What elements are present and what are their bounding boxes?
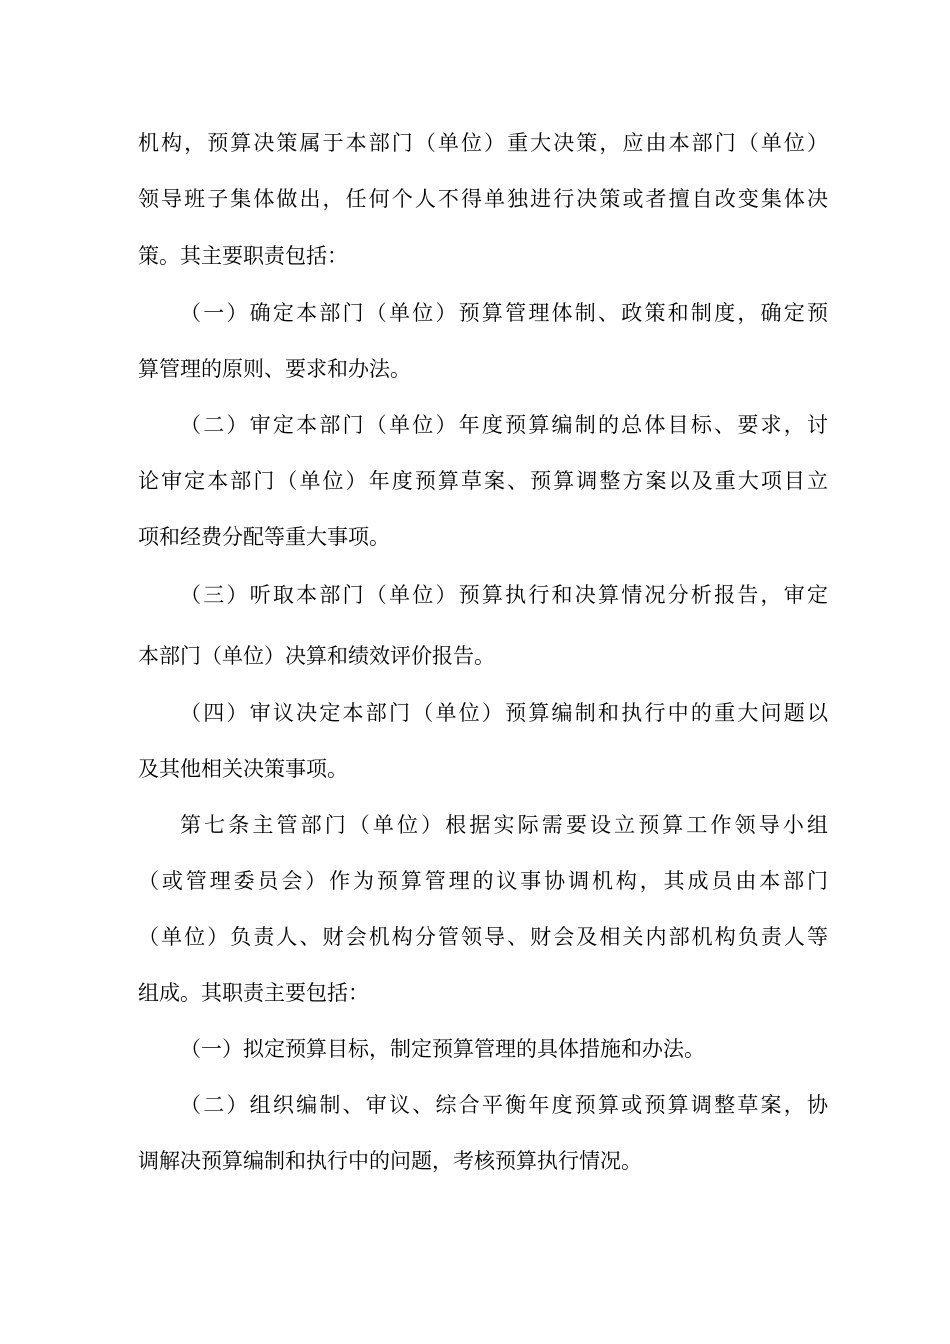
- text-line: （一）确定本部门（单位）预算管理体制、政策和制度，确定预: [180, 301, 828, 325]
- text-line: （二）组织编制、审议、综合平衡年度预算或预算调整草案，协: [180, 1093, 828, 1117]
- text-line: （二）审定本部门（单位）年度预算编制的总体目标、要求，讨: [180, 413, 828, 437]
- text-line: （一）拟定预算目标，制定预算管理的具体措施和办法。: [180, 1037, 705, 1061]
- text-line: （或管理委员会）作为预算管理的议事协调机构，其成员由本部门: [138, 869, 828, 893]
- text-line: 及其他相关决策事项。: [138, 757, 348, 781]
- text-line: 本部门（单位）决算和绩效评价报告。: [138, 644, 495, 668]
- text-line: 调解决预算编制和执行中的问题，考核预算执行情况。: [138, 1149, 642, 1173]
- text-line: 领导班子集体做出，任何个人不得单独进行决策或者擅自改变集体决: [138, 187, 828, 211]
- text-line: （四）审议决定本部门（单位）预算编制和执行中的重大问题以: [180, 701, 828, 725]
- text-line: （单位）负责人、财会机构分管领导、财会及相关内部机构负责人等: [138, 925, 828, 949]
- text-line: 第七条主管部门（单位）根据实际需要设立预算工作领导小组: [180, 813, 828, 837]
- text-line: 组成。其职责主要包括：: [138, 981, 369, 1005]
- text-line: 论审定本部门（单位）年度预算草案、预算调整方案以及重大项目立: [138, 469, 828, 493]
- text-line: 机构，预算决策属于本部门（单位）重大决策，应由本部门（单位）: [138, 131, 828, 155]
- text-line: 策。其主要职责包括：: [138, 244, 348, 268]
- text-line: 算管理的原则、要求和办法。: [138, 357, 411, 381]
- text-line: （三）听取本部门（单位）预算执行和决算情况分析报告，审定: [180, 583, 828, 607]
- text-line: 项和经费分配等重大事项。: [138, 525, 390, 549]
